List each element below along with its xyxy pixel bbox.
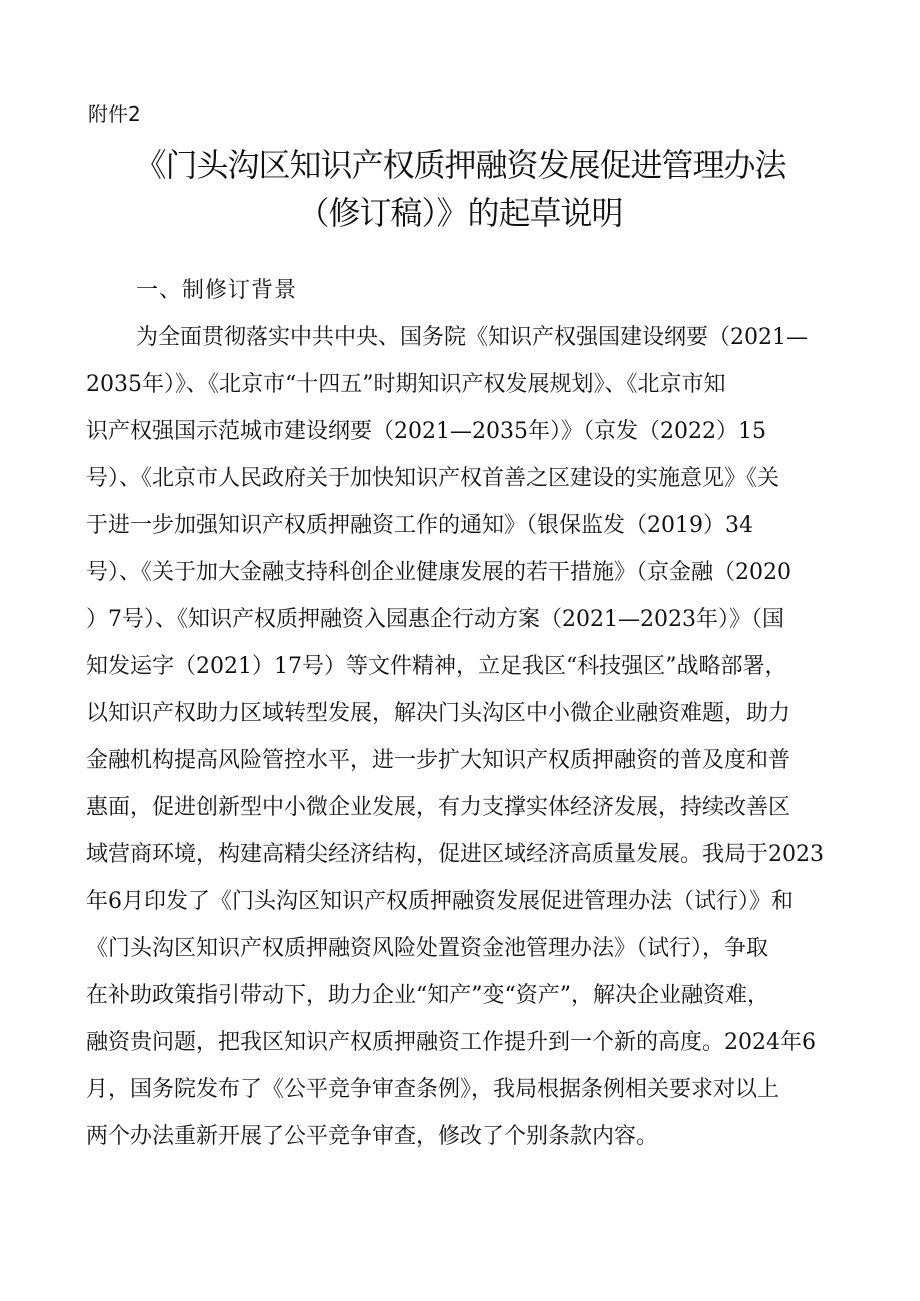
paragraph-line: ）7号）、《知识产权质押融资入园惠企行动方案（2021—2023年）》（国 — [86, 607, 784, 632]
document-title-line-2: （修订稿）》的起草说明 — [297, 194, 623, 232]
paragraph-line: 2035年）》、《北京市“十四五”时期知识产权发展规划》、《北京市知 — [86, 372, 726, 397]
paragraph-line: 域营商环境，构建高精尖经济结构，促进区域经济高质量发展。我局于2023 — [86, 842, 824, 867]
attachment-label: 附件2 — [88, 102, 141, 126]
paragraph-line: 《门头沟区知识产权质押融资风险处置资金池管理办法》（试行），争取 — [86, 936, 769, 961]
paragraph-line: 年6月印发了《门头沟区知识产权质押融资发展促进管理办法（试行）》和 — [86, 889, 793, 914]
paragraph-line: 融资贵问题，把我区知识产权质押融资工作提升到一个新的高度。2024年6 — [86, 1030, 816, 1055]
paragraph-line: 以知识产权助力区域转型发展，解决门头沟区中小微企业融资难题，助力 — [86, 701, 791, 726]
section-heading: 一、制修订背景 — [136, 278, 298, 303]
paragraph-line: 惠面，促进创新型中小微企业发展，有力支撑实体经济发展，持续改善区 — [86, 795, 791, 820]
paragraph-line: 识产权强国示范城市建设纲要（2021—2035年）》（京发（2022）15 — [86, 419, 766, 444]
paragraph-line: 月，国务院发布了《公平竞争审查条例》，我局根据条例相关要求对以上 — [86, 1077, 780, 1102]
paragraph-line: 于进一步加强知识产权质押融资工作的通知》（银保监发（2019）34 — [86, 513, 753, 538]
paragraph-line: 在补助政策指引带动下，助力企业“知产”变“资产”，解决企业融资难， — [86, 983, 769, 1008]
document-title-line-1: 《门头沟区知识产权质押融资发展促进管理办法 — [134, 146, 786, 184]
paragraph-line: 号）、《关于加大金融支持科创企业健康发展的若干措施》（京金融（2020 — [86, 560, 791, 585]
paragraph-line: 两个办法重新开展了公平竞争审查，修改了个别条款内容。 — [86, 1124, 659, 1149]
paragraph-line: 为全面贯彻落实中共中央、国务院《知识产权强国建设纲要（2021— — [136, 325, 808, 350]
paragraph-line: 号）、《北京市人民政府关于加快知识产权首善之区建设的实施意见》《关 — [86, 466, 780, 491]
paragraph-line: 金融机构提高风险管控水平，进一步扩大知识产权质押融资的普及度和普 — [86, 748, 791, 773]
paragraph-line: 知发运字（2021）17号）等文件精神，立足我区“科技强区”战略部署， — [86, 654, 787, 679]
